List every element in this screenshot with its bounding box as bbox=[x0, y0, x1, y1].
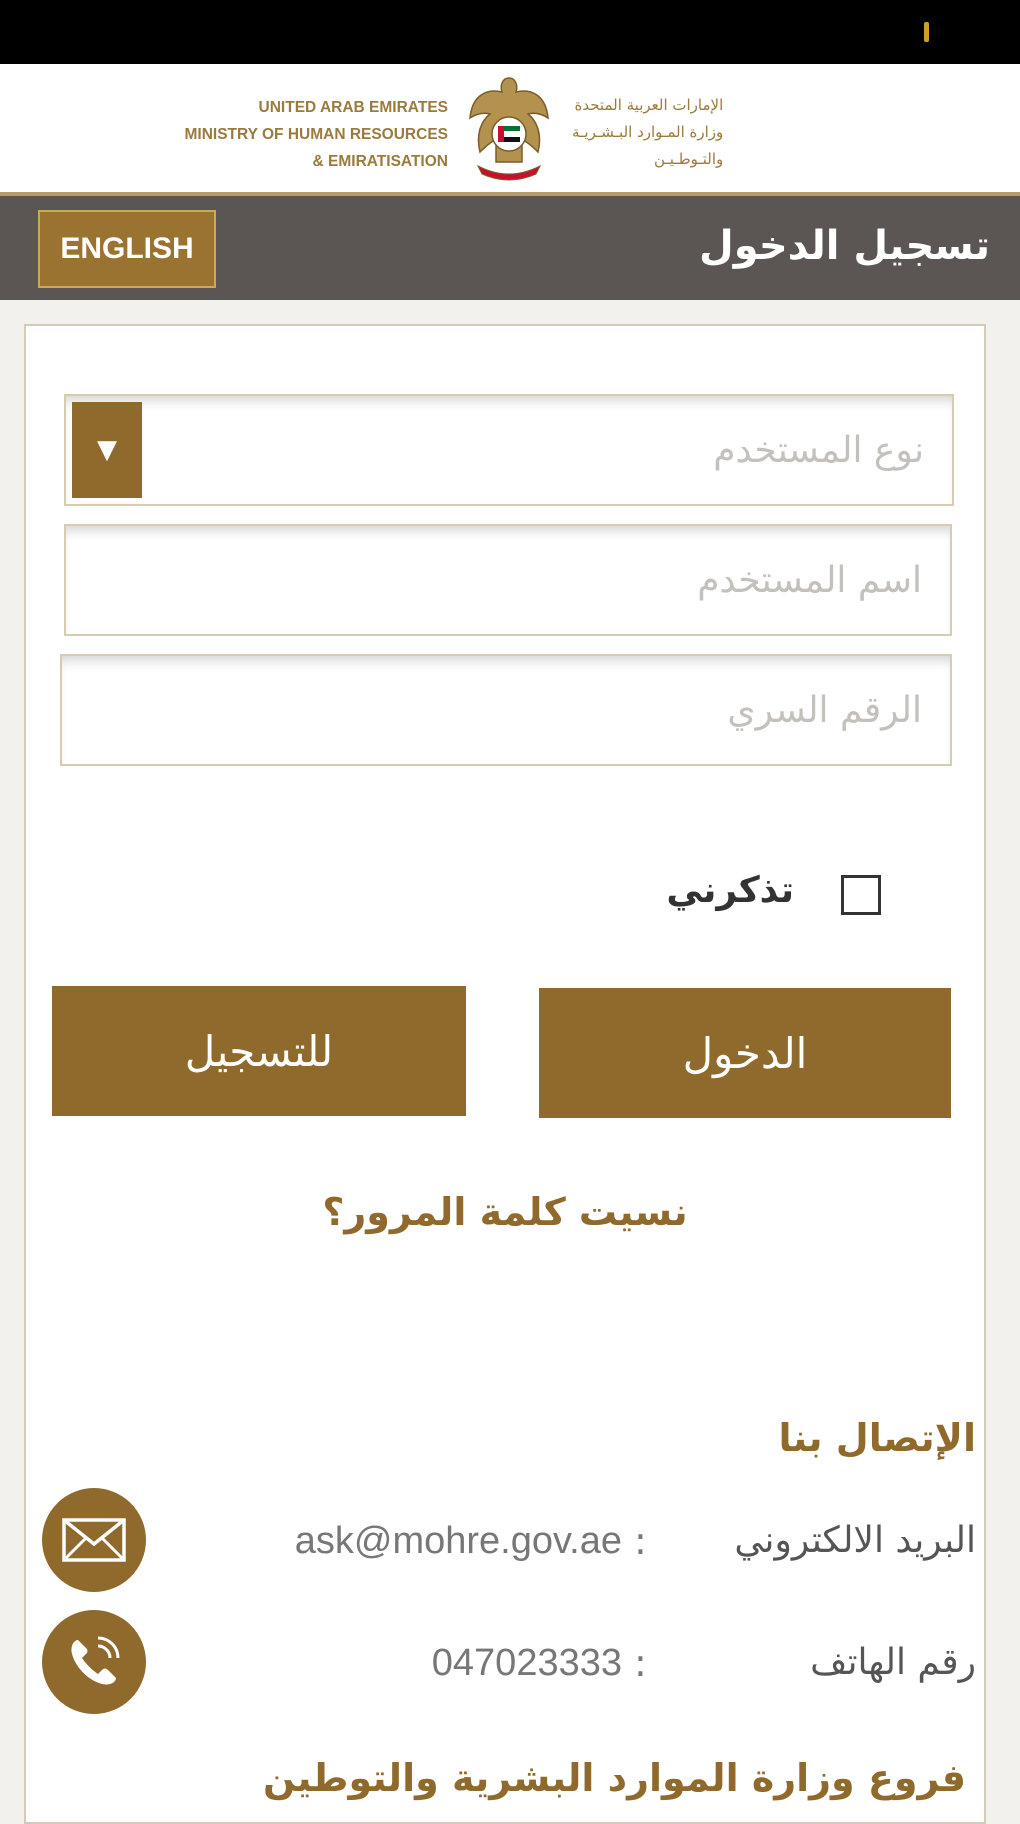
title-bar bbox=[0, 196, 1020, 300]
login-button[interactable]: الدخول bbox=[539, 988, 951, 1118]
email-row bbox=[26, 1488, 984, 1594]
phone-label: رقم الهاتف bbox=[810, 1642, 976, 1683]
status-indicator bbox=[924, 22, 929, 42]
user-type-input[interactable] bbox=[66, 396, 952, 504]
english-line-1: UNITED ARAB EMIRATES bbox=[258, 99, 448, 116]
login-card bbox=[24, 324, 986, 1824]
branches-title: فروع وزارة الموارد البشرية والتوطين bbox=[262, 1756, 966, 1800]
forgot-password-link[interactable]: نسيت كلمة المرور؟ bbox=[322, 1190, 688, 1234]
ministry-name-english bbox=[184, 94, 448, 175]
arabic-line-2: وزارة المـوارد البـشـريـة bbox=[572, 123, 724, 141]
remember-me-checkbox[interactable] bbox=[841, 875, 881, 915]
phone-glyph bbox=[64, 1632, 124, 1692]
register-button[interactable]: للتسجيل bbox=[52, 986, 466, 1116]
arabic-line-1: الإمارات العربية المتحدة bbox=[574, 96, 724, 114]
email-separator: : bbox=[634, 1519, 647, 1563]
phone-icon[interactable] bbox=[42, 1610, 146, 1714]
uae-emblem-icon bbox=[466, 74, 552, 184]
status-bar bbox=[0, 0, 1020, 64]
dropdown-arrow-icon[interactable]: ▼ bbox=[72, 402, 142, 498]
password-input[interactable] bbox=[62, 656, 950, 764]
remember-me-row bbox=[26, 861, 984, 921]
phone-row bbox=[26, 1610, 984, 1716]
email-value[interactable]: ask@mohre.gov.ae bbox=[294, 1520, 622, 1562]
password-field[interactable] bbox=[60, 654, 952, 766]
remember-me-label[interactable]: تذكرني bbox=[666, 870, 794, 911]
envelope-glyph bbox=[62, 1518, 126, 1562]
arabic-line-3: والتـوطـيـن bbox=[653, 150, 724, 168]
phone-value[interactable]: 047023333 bbox=[431, 1642, 622, 1684]
user-type-select[interactable] bbox=[64, 394, 954, 506]
email-label: البريد الالكتروني bbox=[734, 1520, 976, 1561]
ministry-name-arabic bbox=[572, 92, 723, 173]
phone-separator: : bbox=[634, 1641, 647, 1685]
ministry-header bbox=[0, 64, 1020, 196]
english-line-2: MINISTRY OF HUMAN RESOURCES bbox=[184, 126, 448, 143]
english-line-3: & EMIRATISATION bbox=[312, 153, 448, 170]
envelope-icon[interactable] bbox=[42, 1488, 146, 1592]
english-language-button[interactable]: ENGLISH bbox=[38, 210, 216, 288]
page-title: تسجيل الدخول bbox=[699, 223, 990, 269]
username-field[interactable] bbox=[64, 524, 952, 636]
username-input[interactable] bbox=[66, 526, 950, 634]
contact-us-title: الإتصال بنا bbox=[778, 1416, 976, 1460]
